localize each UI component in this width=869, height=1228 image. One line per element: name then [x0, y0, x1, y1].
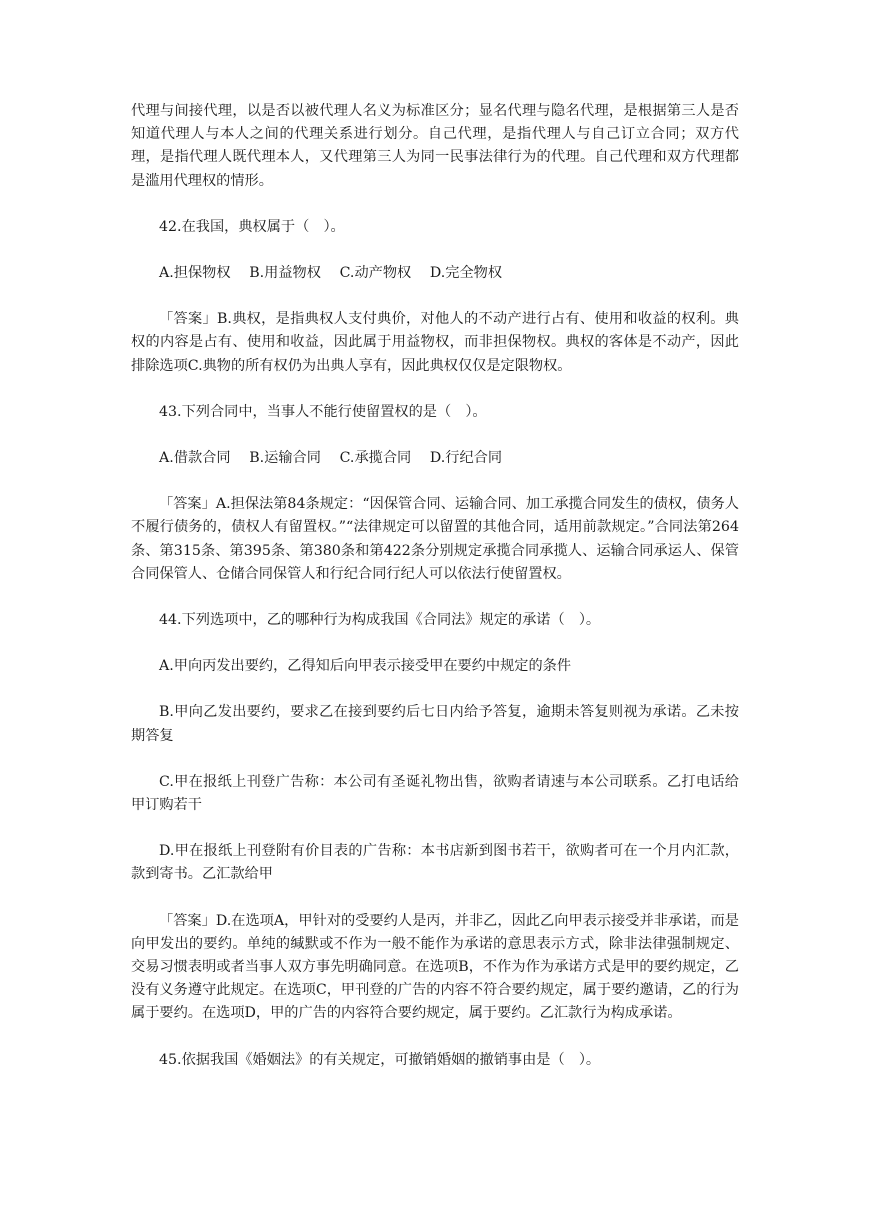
question-44-answer: 「答案」D.在选项A，甲针对的受要约人是丙，并非乙，因此乙向甲表示接受并非承诺，而是向甲发出的要约。单纯的缄默或不作为一般不能作为承诺的意思表示方式，除非法律强制规定、交易习惯表明或者当事人双方事先明确同意。在选项B，不作为作为承诺方式是甲的要约规定，乙没有义务遵守此规定。在选项C，甲刊登的广告的内容不符合要约规定，属于要约邀请，乙的行为属于要约。在选项D，甲的广告的内容符合要约规定，属于要约。乙汇款行为构成承诺。	[131, 912, 739, 1022]
question-43: 43.下列合同中，当事人不能行使留置权的是（ ）。	[159, 403, 487, 420]
question-45: 45.依据我国《婚姻法》的有关规定，可撤销婚姻的撤销事由是（ ）。	[159, 1051, 601, 1068]
question-44-option-a: A.甲向丙发出要约，乙得知后向甲表示接受甲在要约中规定的条件	[159, 658, 572, 675]
question-44: 44.下列选项中，乙的哪种行为构成我国《合同法》规定的承诺（ ）。	[159, 612, 601, 629]
question-43-options: A.借款合同 B.运输合同 C.承揽合同 D.行纪合同	[159, 450, 503, 467]
question-42-answer: 「答案」B.典权，是指典权人支付典价，对他人的不动产进行占有、使用和收益的权利。典权的内容是占有、使用和收益，因此属于用益物权，而非担保物权。典权的客体是不动产，因此排除选项C.典物的所有权仍为出典人享有，因此典权仅仅是定限物权。	[131, 311, 739, 374]
document-page	[131, 100, 739, 1072]
question-44-option-c: C.甲在报纸上刊登广告称：本公司有圣诞礼物出售，欲购者请速与本公司联系。乙打电话给甲订购若干	[131, 773, 739, 814]
question-43-answer: 「答案」A.担保法第84条规定：“因保管合同、运输合同、加工承揽合同发生的债权，债务人不履行债务的，债权人有留置权。”“法律规定可以留置的其他合同，适用前款规定。”合同法第264条、第315条、第395条、第380条和第422条分别规定承揽合同承揽人、运输合同承运人、保管合同保管人、仓储合同保管人和行纪合同行纪人可以依法行使留置权。	[131, 496, 739, 582]
question-42-options: A.担保物权 B.用益物权 C.动产物权 D.完全物权	[159, 265, 503, 282]
explanation-paragraph: 代理与间接代理，以是否以被代理人名义为标准区分；显名代理与隐名代理，是根据第三人是否知道代理人与本人之间的代理关系进行划分。自己代理，是指代理人与自己订立合同；双方代理，是指代理人既代理本人，又代理第三人为同一民事法律行为的代理。自己代理和双方代理都是滥用代理权的情形。	[131, 103, 739, 189]
question-42: 42.在我国，典权属于（ ）。	[159, 218, 345, 235]
question-44-option-b: B.甲向乙发出要约，要求乙在接到要约后七日内给予答复，逾期未答复则视为承诺。乙未按期答复	[131, 704, 739, 744]
question-44-option-d: D.甲在报纸上刊登附有价目表的广告称：本书店新到图书若干，欲购者可在一个月内汇款，款到寄书。乙汇款给甲	[131, 843, 739, 883]
